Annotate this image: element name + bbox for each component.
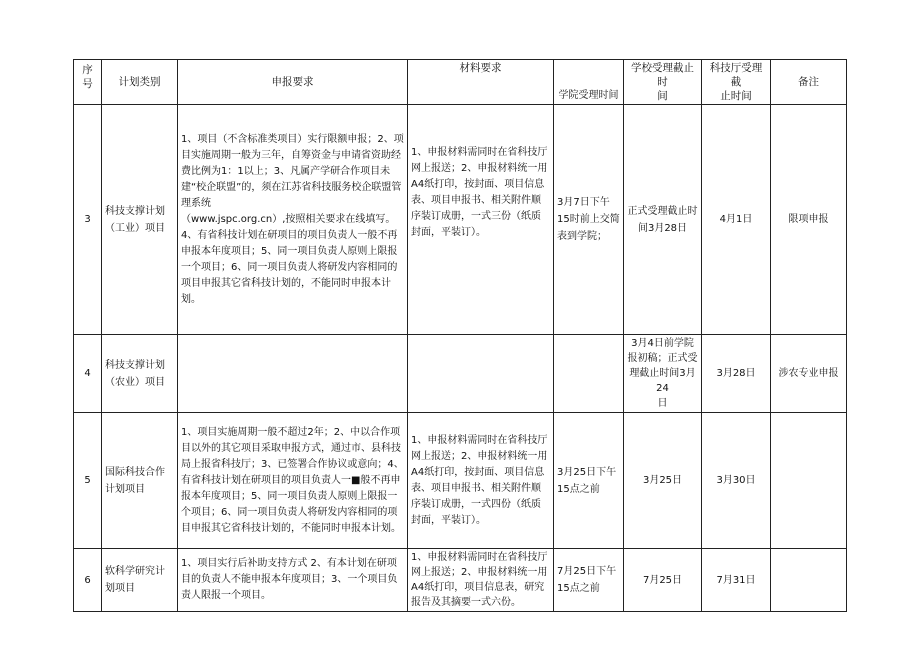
header-materials: 材料要求 — [408, 60, 554, 105]
remarks: 涉农专业申报 — [771, 335, 847, 413]
remarks: 限项申报 — [771, 105, 847, 335]
material-requirements — [408, 335, 554, 413]
header-row — [74, 60, 847, 105]
table-row — [74, 413, 847, 549]
material-requirements: 1、申报材料需同时在省科技厅网上报送；2、申报材料统一用A4纸打印，按封面、项目信息表、项目申报书、相关附件顺序装订成册，一式四份（纸质封面，平装订）。 — [408, 413, 554, 549]
college-acceptance-time — [554, 335, 624, 413]
dept-deadline: 3月30日 — [702, 413, 771, 549]
college-acceptance-time: 3月7日下午15时前上交简表到学院； — [554, 105, 624, 335]
row-number: 4 — [74, 335, 102, 413]
application-requirements — [178, 335, 408, 413]
college-acceptance-time: 7月25日下午15点之前 — [554, 549, 624, 612]
dept-deadline: 7月31日 — [702, 549, 771, 612]
application-requirements: 1、项目实施周期一般不超过2年；2、中以合作项目以外的其它项目采取申报方式，通过市、县科技局上报省科技厅；3、已签署合作协议或意向；4、有省科技计划在研项目的项目负责人一■般不再申报本年度项目；5、同一项目负责人原则上限报一个项目；6、同一项目负责人将研发内容相同的项目申报其它省科技计划的，不能同时申报本计划。 — [178, 413, 408, 549]
plan-category: 科技支撑计划（农业）项目 — [102, 335, 178, 413]
dept-deadline: 3月28日 — [702, 335, 771, 413]
header-remarks: 备注 — [771, 60, 847, 105]
header-college-time: 学院受理时间 — [554, 60, 624, 105]
header-requirements: 申报要求 — [178, 60, 408, 105]
row-number: 5 — [74, 413, 102, 549]
school-deadline: 7月25日 — [624, 549, 702, 612]
plan-category: 国际科技合作计划项目 — [102, 413, 178, 549]
table-row — [74, 335, 847, 413]
header-category: 计划类别 — [102, 60, 178, 105]
plan-table — [73, 59, 847, 612]
school-deadline: 3月4日前学院报初稿；正式受理截止时间3月 24 日 — [624, 335, 702, 413]
row-number: 3 — [74, 105, 102, 335]
header-dept-deadline: 科技厅受理截 止时间 — [702, 60, 771, 105]
table-row — [74, 105, 847, 335]
dept-deadline: 4月1日 — [702, 105, 771, 335]
remarks — [771, 413, 847, 549]
school-deadline: 正式受理截止时间3月28日 — [624, 105, 702, 335]
remarks — [771, 549, 847, 612]
header-seq: 序 号 — [74, 60, 102, 105]
row-number: 6 — [74, 549, 102, 612]
school-deadline: 3月25日 — [624, 413, 702, 549]
plan-category: 软科学研究计划项目 — [102, 549, 178, 612]
table-row — [74, 549, 847, 612]
material-requirements: 1、申报材料需同时在省科技厅网上报送；2、申报材料统一用A4纸打印，按封面、项目信息表、项目申报书、相关附件顺序装订成册，一式三份（纸质封面，平装订）。 — [408, 105, 554, 335]
material-requirements: 1、申报材料需同时在省科技厅网上报送；2、申报材料统一用A4纸打印，项目信息表，研究报告及其摘要一式六份。 — [408, 549, 554, 612]
application-requirements: 1、项目（不含标准类项目）实行限额申报；2、项目实施周期一般为三年，自筹资金与申请省资助经费比例为1：1以上；3、凡属产学研合作项目未建“校企联盟”的，须在江苏省科技服务校企联盟管理系统 （www.jspc.org.cn）,按照相关要求在线填写。 4、有省科技计划在研项目的项目负责人一般不再申报本年度项目；5、同一项目负责人原则上限报一个项目；6、同一项目负责人将研发内容相同的项目申报其它省科技计划的，不能同时申报本计划。 — [178, 105, 408, 335]
application-requirements: 1、项目实行后补助支持方式 2、有本计划在研项目的负责人不能申报本年度项目；3、一个项目负责人限报一个项目。 — [178, 549, 408, 612]
header-school-deadline: 学校受理截止时 间 — [624, 60, 702, 105]
college-acceptance-time: 3月25日下午15点之前 — [554, 413, 624, 549]
plan-category: 科技支撑计划（工业）项目 — [102, 105, 178, 335]
